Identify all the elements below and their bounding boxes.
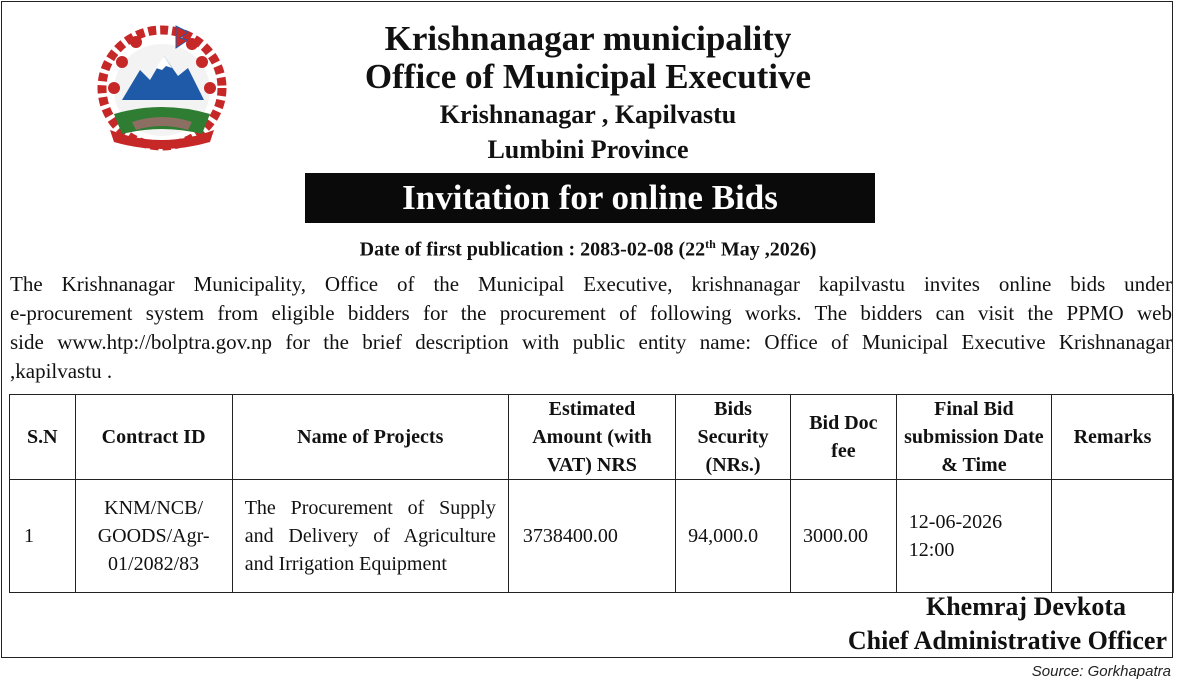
header-bid-security: Bids Security (NRs.): [676, 395, 791, 480]
cell-project-name: The Procurement of Supply and Delivery of Agriculture and Irrigation Equipment: [232, 480, 508, 593]
cell-submission-date: [896, 480, 1051, 593]
table-row: [10, 480, 1174, 593]
publication-date-superscript: th: [705, 237, 716, 251]
source-credit: Source: Gorkhapatra: [1031, 663, 1171, 680]
header-estimated-amount: Estimated Amount (with VAT) NRS: [508, 395, 675, 480]
signatory-title: Chief Administrative Officer: [847, 626, 1167, 655]
notice-paragraph: [10, 270, 1172, 386]
cell-contract-id: KNM/NCB/ GOODS/Agr-01/2082/83: [75, 480, 232, 593]
header-sn: S.N: [10, 395, 76, 480]
publication-date: [290, 230, 886, 264]
office-name: Office of Municipal Executive: [364, 57, 812, 96]
paragraph-line: The Krishnanagar Municipality, Office of the Municipal Executive, krishnanagar kapilvastu invites online bids under: [10, 272, 1172, 296]
paragraph-line: ,kapilvastu .: [10, 359, 113, 383]
cell-sn: 1: [10, 480, 76, 593]
office-location: Krishnanagar , Kapilvastu: [439, 100, 737, 129]
cell-bid-security: 94,000.0: [676, 480, 791, 593]
bids-table: [9, 394, 1174, 593]
province-name: Lumbini Province: [487, 135, 689, 164]
cell-remarks: [1051, 480, 1173, 593]
header-bid-doc-fee: Bid Doc fee: [790, 395, 896, 480]
cell-bid-doc-fee: 3000.00: [790, 480, 896, 593]
header-remarks: Remarks: [1051, 395, 1173, 480]
nepal-emblem-icon: [92, 18, 232, 153]
cell-estimated-amount: 3738400.00: [508, 480, 675, 593]
notice-title-banner: Invitation for online Bids: [305, 173, 875, 223]
header-contract-id: Contract ID: [75, 395, 232, 480]
paragraph-line: side www.htp://bolptra.gov.np for the brief description with public entity name: Office of Municipal Executive Krishnanagar: [10, 330, 1172, 354]
publication-date-suffix: May ,2026): [715, 238, 817, 261]
table-header-row: [10, 395, 1174, 480]
header-project-name: Name of Projects: [232, 395, 508, 480]
paragraph-line: e-procurement system from eligible bidders for the procurement of following works. The bidders can visit the PPMO web: [10, 301, 1172, 325]
publication-date-prefix: Date of first publication : 2083-02-08 (22: [359, 238, 706, 261]
submission-date: 12-06-2026: [908, 511, 1003, 533]
header-submission-date: Final Bid submission Date & Time: [896, 395, 1051, 480]
signatory-name: Khemraj Devkota: [925, 592, 1126, 621]
submission-time: 12:00: [908, 539, 955, 561]
municipality-name: Krishnanagar municipality: [384, 19, 792, 58]
